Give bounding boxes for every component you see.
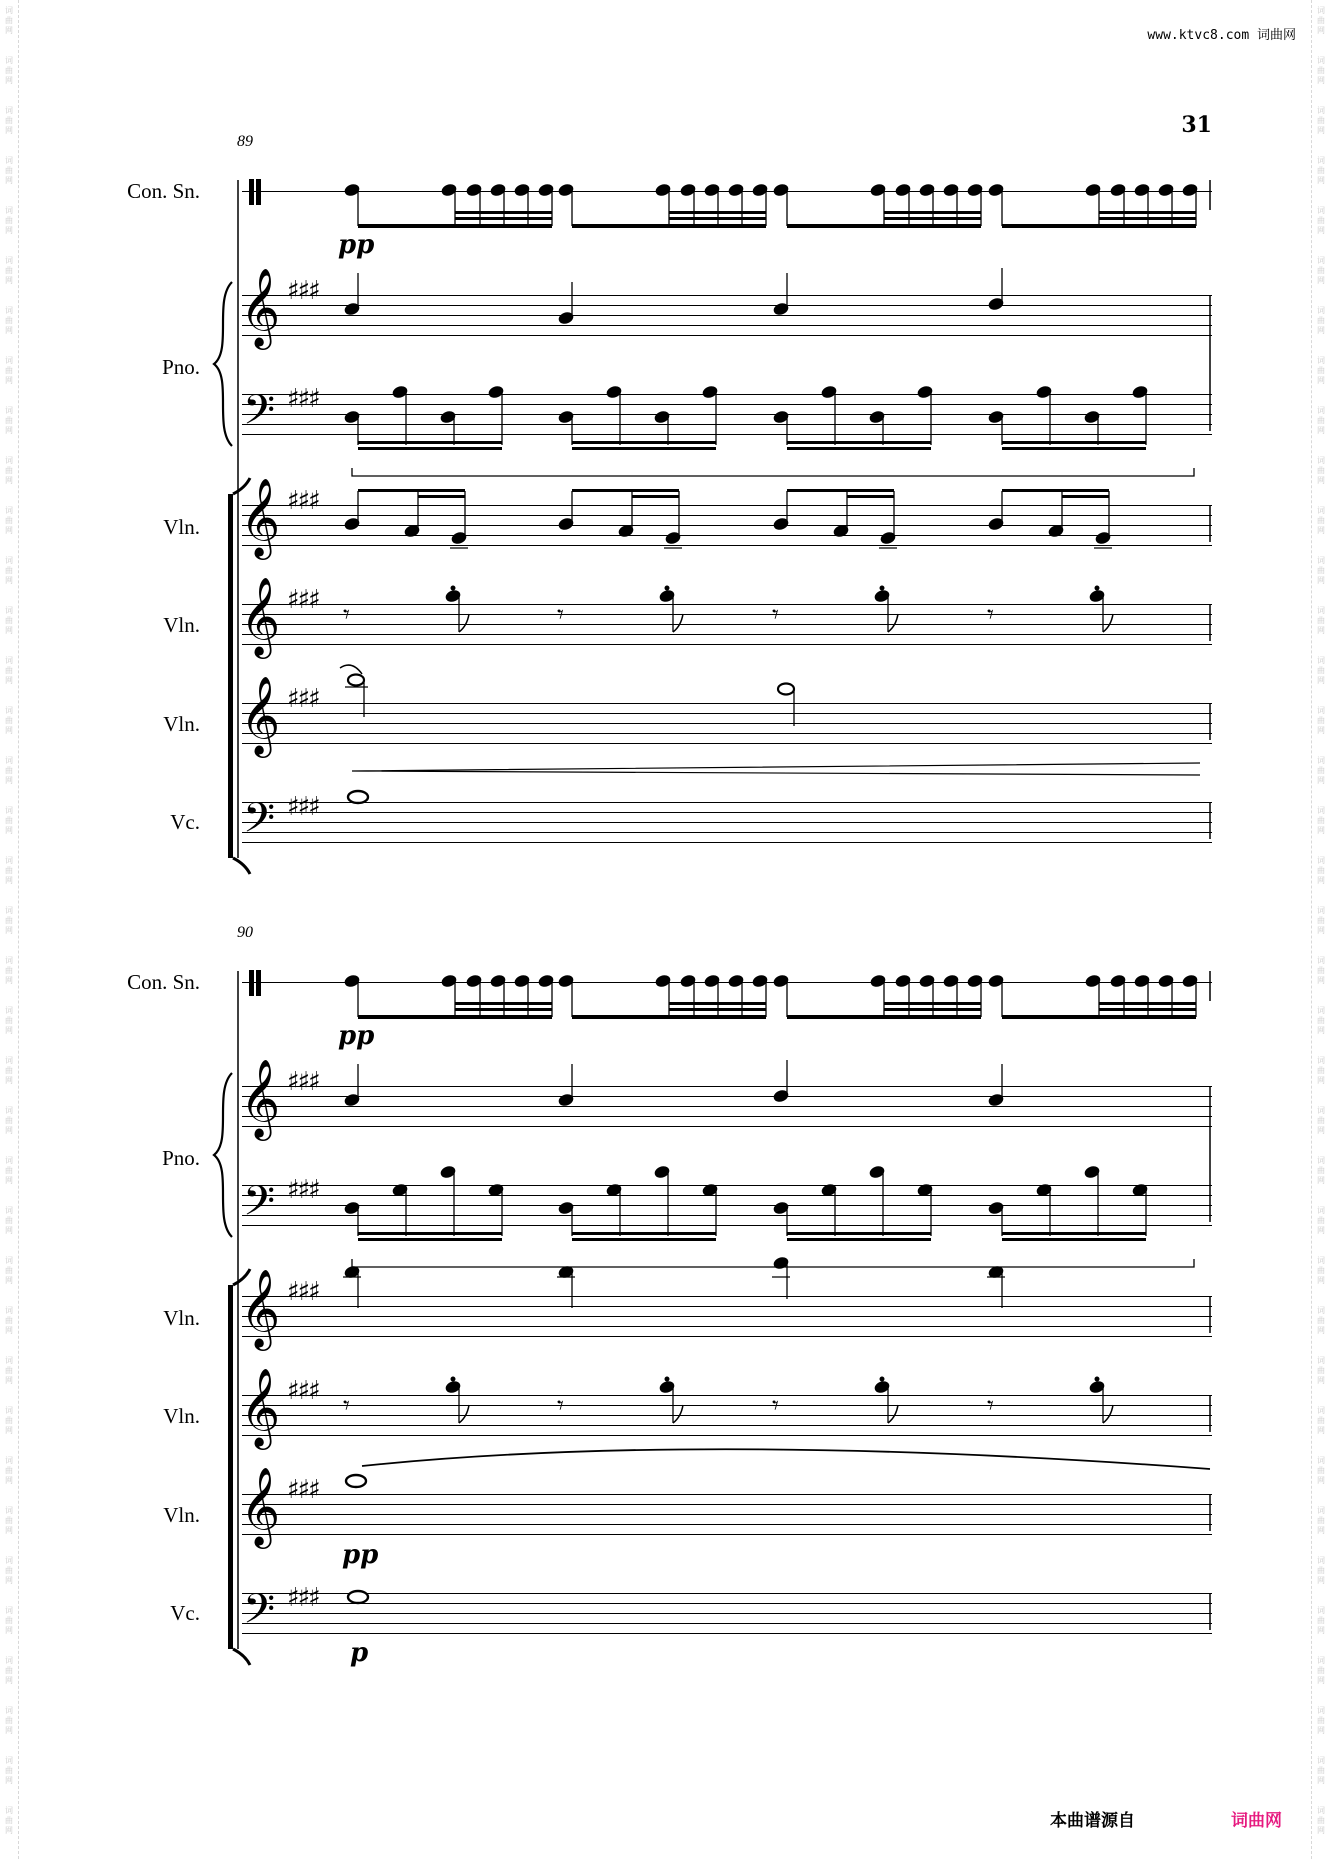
watermark-glyph: 词 曲 网	[5, 1806, 13, 1835]
tuplet-bracket	[352, 468, 1194, 476]
instrument-label-snare: Con. Sn.	[127, 179, 200, 203]
watermark-glyph: 词 曲 网	[5, 1006, 13, 1035]
flag	[673, 1405, 683, 1423]
flag	[459, 1405, 469, 1423]
staccato-dot	[665, 586, 670, 591]
beam	[418, 495, 465, 498]
watermark-glyph: 词 曲 网	[5, 606, 13, 635]
instrument-label-violin: Vln.	[163, 1306, 200, 1330]
treble-clef-icon: 𝄞	[240, 1269, 281, 1348]
bass-clef-icon: 𝄢	[243, 386, 276, 444]
dynamic-marking: pp	[338, 230, 375, 260]
watermark-glyph: 词 曲 网	[5, 456, 13, 485]
treble-clef-icon: 𝄞	[240, 1368, 281, 1447]
beam	[669, 1002, 766, 1005]
beam	[884, 1008, 981, 1011]
watermark-glyph: 词 曲 网	[1317, 6, 1325, 35]
page-number: 31	[1181, 112, 1212, 138]
eighth-rest-icon: 𝄾	[772, 600, 779, 630]
watermark-glyph: 词 曲 网	[1317, 1206, 1325, 1235]
beam	[1099, 211, 1196, 214]
watermark-glyph: 词 曲 网	[5, 856, 13, 885]
watermark-glyph: 词 曲 网	[5, 1206, 13, 1235]
watermark-glyph: 词 曲 网	[1317, 1356, 1325, 1385]
whole-note	[348, 791, 368, 803]
key-signature: ♯♯♯	[287, 384, 319, 414]
staccato-dot	[451, 1377, 456, 1382]
watermark-glyph: 词 曲 网	[1317, 1256, 1325, 1285]
eighth-rest-icon: 𝄾	[772, 1391, 779, 1421]
watermark-glyph: 词 曲 网	[1317, 506, 1325, 535]
watermark-glyph: 词 曲 网	[5, 1406, 13, 1435]
beam	[1002, 489, 1109, 492]
watermark-glyph: 词 曲 网	[1317, 906, 1325, 935]
watermark-glyph: 词 曲 网	[5, 256, 13, 285]
watermark-glyph: 词 曲 网	[5, 806, 13, 835]
watermark-glyph: 词 曲 网	[5, 156, 13, 185]
beam	[358, 1015, 552, 1019]
watermark-glyph: 词 曲 网	[5, 1756, 13, 1785]
key-signature: ♯♯♯	[287, 1067, 319, 1097]
watermark-glyph: 词 曲 网	[1317, 1656, 1325, 1685]
watermark-glyph: 词 曲 网	[5, 656, 13, 685]
instrument-label-violin: Vln.	[163, 712, 200, 736]
watermark-glyph: 词 曲 网	[1317, 156, 1325, 185]
watermark-glyph: 词 曲 网	[1317, 1556, 1325, 1585]
beam	[669, 1008, 766, 1011]
watermark-glyph: 词 曲 网	[1317, 956, 1325, 985]
measure-number: 89	[237, 133, 253, 150]
beam	[1002, 1238, 1146, 1241]
key-signature: ♯♯♯	[287, 1277, 319, 1307]
watermark-glyph: 词 曲 网	[5, 106, 13, 135]
watermark-glyph: 词 曲 网	[1317, 1406, 1325, 1435]
watermark-glyph: 词 曲 网	[1317, 1806, 1325, 1835]
instrument-label-violin: Vln.	[163, 515, 200, 539]
watermark-glyph: 词 曲 网	[1317, 1606, 1325, 1635]
treble-clef-icon: 𝄞	[240, 577, 281, 656]
watermark-glyph: 词 曲 网	[1317, 1056, 1325, 1085]
watermark-glyph: 词 曲 网	[1317, 56, 1325, 85]
watermark-glyph: 词 曲 网	[5, 1156, 13, 1185]
staccato-dot	[1095, 586, 1100, 591]
watermark-glyph: 词 曲 网	[5, 1106, 13, 1135]
key-signature: ♯♯♯	[287, 1475, 319, 1505]
instrument-label-piano: Pno.	[162, 355, 200, 379]
watermark-glyph: 词 曲 网	[5, 1556, 13, 1585]
dynamic-marking: pp	[342, 1540, 379, 1570]
instrument-label-piano: Pno.	[162, 1146, 200, 1170]
watermark-glyph: 词 曲 网	[5, 1656, 13, 1685]
beam	[787, 1238, 931, 1241]
flag	[459, 614, 469, 632]
piano-brace	[214, 282, 232, 446]
instrument-label-cello: Vc.	[170, 1601, 200, 1625]
beam	[358, 224, 552, 228]
watermark-glyph: 词 曲 网	[1317, 356, 1325, 385]
eighth-rest-icon: 𝄾	[557, 600, 564, 630]
half-note	[348, 675, 364, 686]
treble-clef-icon: 𝄞	[240, 1467, 281, 1546]
watermark-glyph: 词 曲 网	[1317, 806, 1325, 835]
beam	[358, 441, 502, 444]
watermark-glyph: 词 曲 网	[5, 906, 13, 935]
decrescendo-hairpin	[352, 763, 1200, 775]
beam	[787, 489, 894, 492]
watermark-glyph: 词 曲 网	[5, 1056, 13, 1085]
watermark-glyph: 词 曲 网	[1317, 756, 1325, 785]
beam	[884, 217, 981, 220]
beam	[572, 224, 766, 228]
beam	[787, 1232, 931, 1235]
watermark-glyph: 词 曲 网	[1317, 1106, 1325, 1135]
bass-clef-icon: 𝄢	[243, 1177, 276, 1235]
watermark-glyph: 词 曲 网	[1317, 1706, 1325, 1735]
watermark-glyph: 词 曲 网	[5, 1706, 13, 1735]
beam	[455, 211, 552, 214]
watermark-glyph: 词 曲 网	[5, 756, 13, 785]
beam	[1002, 441, 1146, 444]
eighth-rest-icon: 𝄾	[343, 600, 350, 630]
beam	[787, 224, 981, 228]
staccato-dot	[451, 586, 456, 591]
footer-brand-logo: 词曲网	[1231, 1811, 1282, 1831]
watermark-glyph: 词 曲 网	[1317, 306, 1325, 335]
key-signature: ♯♯♯	[287, 1583, 319, 1613]
staccato-dot	[880, 1377, 885, 1382]
watermark-glyph: 词 曲 网	[5, 56, 13, 85]
key-signature: ♯♯♯	[287, 585, 319, 615]
beam	[787, 447, 931, 450]
string-bracket	[228, 1285, 233, 1649]
beam	[572, 489, 679, 492]
watermark-glyph: 词 曲 网	[5, 956, 13, 985]
treble-clef-icon: 𝄞	[240, 478, 281, 557]
beam	[572, 1238, 716, 1241]
beam	[572, 447, 716, 450]
beam	[669, 217, 766, 220]
beam	[1099, 1002, 1196, 1005]
watermark-glyph: 词 曲 网	[5, 206, 13, 235]
instrument-label-cello: Vc.	[170, 810, 200, 834]
beam	[358, 447, 502, 450]
flag	[673, 614, 683, 632]
key-signature: ♯♯♯	[287, 1175, 319, 1205]
bracket-hook	[233, 1649, 250, 1665]
watermark-glyph: 词 曲 网	[5, 1356, 13, 1385]
beam	[455, 217, 552, 220]
watermark-glyph: 词 曲 网	[5, 6, 13, 35]
eighth-rest-icon: 𝄾	[987, 600, 994, 630]
beam	[358, 1238, 502, 1241]
beam	[572, 1015, 766, 1019]
watermark-glyph: 词 曲 网	[1317, 1756, 1325, 1785]
watermark-glyph: 词 曲 网	[5, 1606, 13, 1635]
watermark-glyph: 词 曲 网	[1317, 256, 1325, 285]
footer-source-label: 本曲谱源自	[1050, 1811, 1135, 1831]
key-signature: ♯♯♯	[287, 486, 319, 516]
beam	[1002, 1015, 1196, 1019]
watermark-glyph: 词 曲 网	[1317, 706, 1325, 735]
beam	[1002, 447, 1146, 450]
slur	[362, 1449, 1210, 1469]
key-signature: ♯♯♯	[287, 792, 319, 822]
beam	[669, 211, 766, 214]
bass-clef-icon: 𝄢	[243, 794, 276, 852]
beam	[787, 441, 931, 444]
flag	[1103, 1405, 1113, 1423]
watermark-glyph: 词 曲 网	[1317, 656, 1325, 685]
watermark-glyph: 词 曲 网	[1317, 1306, 1325, 1335]
watermark-glyph: 词 曲 网	[1317, 1456, 1325, 1485]
tie	[340, 665, 362, 674]
staccato-dot	[1095, 1377, 1100, 1382]
treble-clef-icon: 𝄞	[240, 676, 281, 755]
dynamic-marking: pp	[338, 1021, 375, 1051]
half-note	[778, 684, 794, 695]
bracket-hook	[233, 858, 250, 874]
dynamic-marking: p	[350, 1638, 369, 1668]
beam	[358, 1232, 502, 1235]
watermark-glyph: 词 曲 网	[5, 1306, 13, 1335]
bracket-hook	[233, 1269, 250, 1285]
watermark-glyph: 词 曲 网	[1317, 406, 1325, 435]
watermark-glyph: 词 曲 网	[5, 306, 13, 335]
beam	[1062, 495, 1109, 498]
beam	[572, 1232, 716, 1235]
watermark-glyph: 词 曲 网	[1317, 1006, 1325, 1035]
beam	[1099, 217, 1196, 220]
treble-clef-icon: 𝄞	[240, 268, 281, 347]
beam	[1002, 1232, 1146, 1235]
watermark-glyph: 词 曲 网	[5, 706, 13, 735]
instrument-label-snare: Con. Sn.	[127, 970, 200, 994]
beam	[884, 211, 981, 214]
bracket-hook	[233, 478, 250, 494]
instrument-label-violin: Vln.	[163, 1404, 200, 1428]
watermark-glyph: 词 曲 网	[5, 406, 13, 435]
eighth-rest-icon: 𝄾	[557, 1391, 564, 1421]
beam	[455, 1008, 552, 1011]
string-bracket	[228, 494, 233, 858]
beam	[632, 495, 679, 498]
beam	[1002, 224, 1196, 228]
watermark-glyph: 词 曲 网	[5, 1456, 13, 1485]
beam	[1099, 1008, 1196, 1011]
piano-brace	[214, 1073, 232, 1237]
staccato-dot	[880, 586, 885, 591]
bass-clef-icon: 𝄢	[243, 1585, 276, 1643]
watermark-glyph: 词 曲 网	[5, 556, 13, 585]
flag	[1103, 614, 1113, 632]
eighth-rest-icon: 𝄾	[987, 1391, 994, 1421]
key-signature: ♯♯♯	[287, 276, 319, 306]
beam	[358, 489, 465, 492]
beam	[847, 495, 894, 498]
watermark-glyph: 词 曲 网	[1317, 1506, 1325, 1535]
beam	[455, 1002, 552, 1005]
watermark-glyph: 词 曲 网	[1317, 606, 1325, 635]
watermark-glyph: 词 曲 网	[1317, 206, 1325, 235]
instrument-label-violin: Vln.	[163, 1503, 200, 1527]
treble-clef-icon: 𝄞	[240, 1059, 281, 1138]
watermark-glyph: 词 曲 网	[5, 1256, 13, 1285]
beam	[884, 1002, 981, 1005]
watermark-glyph: 词 曲 网	[1317, 856, 1325, 885]
whole-note	[348, 1591, 368, 1603]
flag	[888, 1405, 898, 1423]
staccato-dot	[665, 1377, 670, 1382]
watermark-glyph: 词 曲 网	[1317, 456, 1325, 485]
tuplet-bracket	[352, 1259, 1194, 1267]
instrument-label-violin: Vln.	[163, 613, 200, 637]
watermark-glyph: 词 曲 网	[1317, 106, 1325, 135]
beam	[572, 441, 716, 444]
watermark-glyph: 词 曲 网	[1317, 1156, 1325, 1185]
eighth-rest-icon: 𝄾	[343, 1391, 350, 1421]
watermark-glyph: 词 曲 网	[5, 1506, 13, 1535]
flag	[888, 614, 898, 632]
watermark-glyph: 词 曲 网	[1317, 556, 1325, 585]
watermark-glyph: 词 曲 网	[5, 506, 13, 535]
site-url: www.ktvc8.com 词曲网	[1147, 28, 1296, 43]
key-signature: ♯♯♯	[287, 1376, 319, 1406]
whole-note	[346, 1475, 366, 1487]
beam	[787, 1015, 981, 1019]
measure-number: 90	[237, 924, 253, 941]
key-signature: ♯♯♯	[287, 684, 319, 714]
watermark-glyph: 词 曲 网	[5, 356, 13, 385]
